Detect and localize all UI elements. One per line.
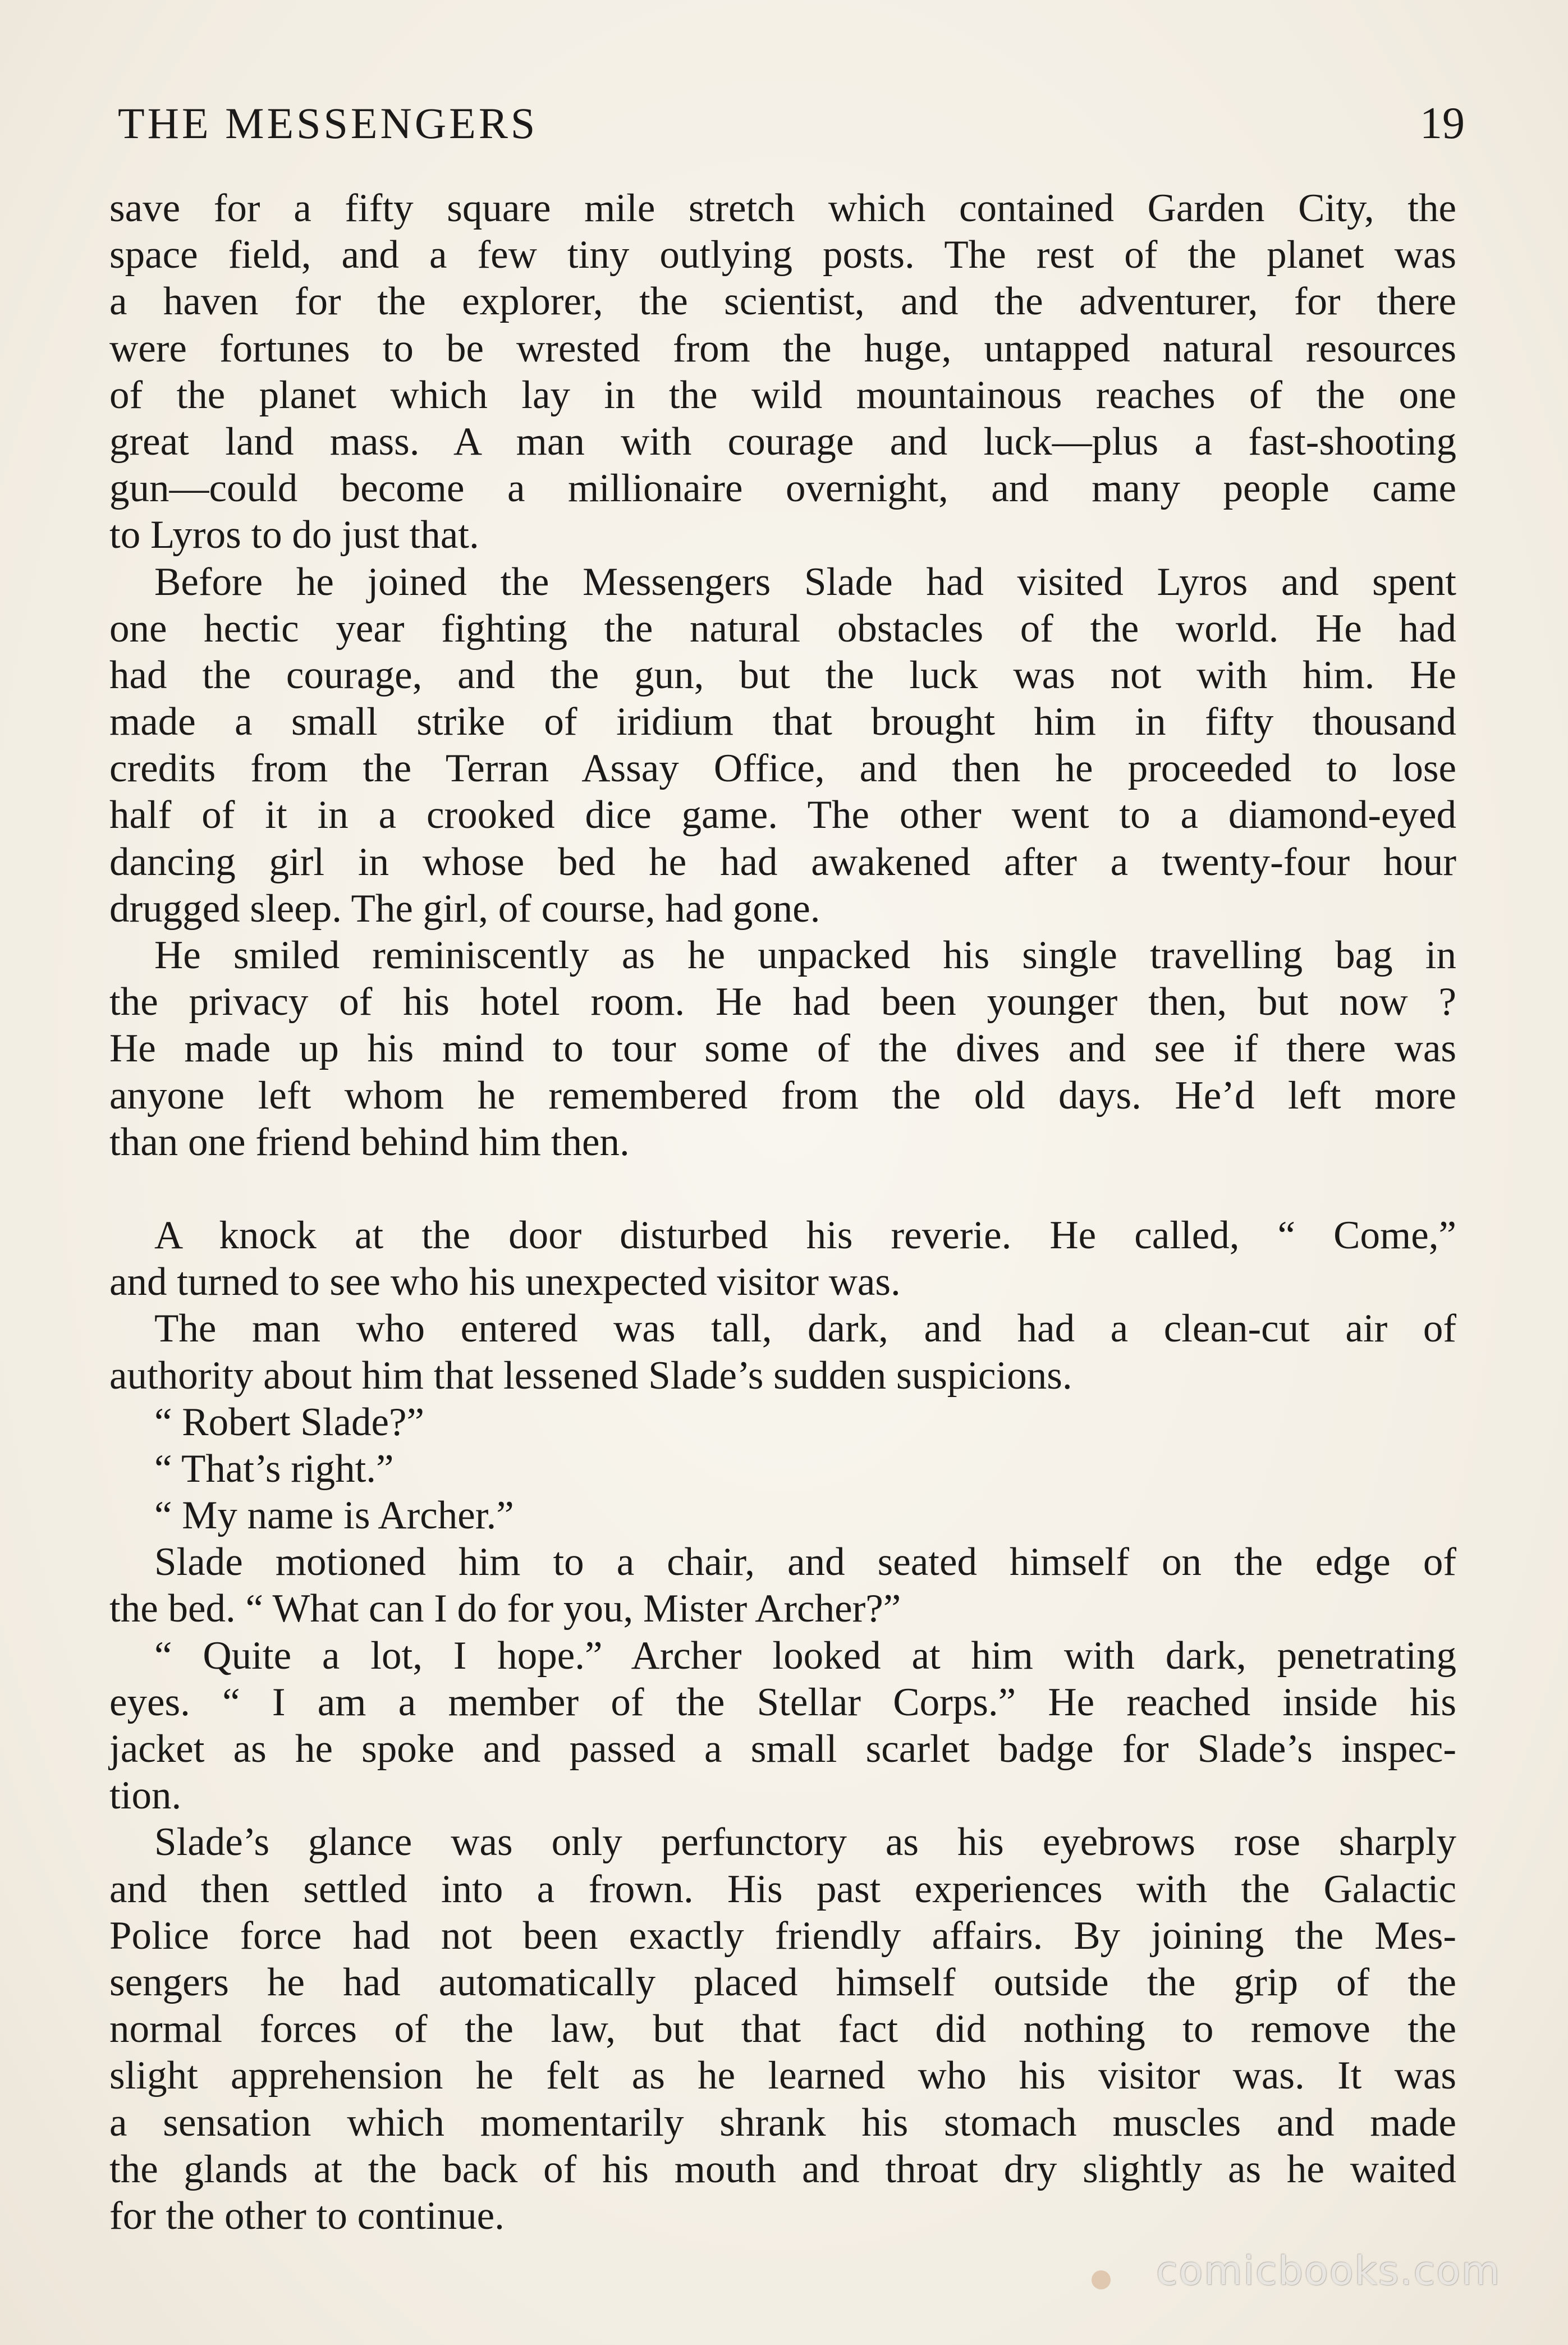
paragraph — [109, 559, 1456, 933]
text-line: half of it in a crooked dice game. The other went to a diamond-eyed — [109, 793, 1456, 837]
text-line: “ Quite a lot, I hope.” Archer looked at him with dark, penetrating — [154, 1633, 1456, 1678]
text-line: a haven for the explorer, the scientist, and the adventurer, for there — [109, 280, 1456, 324]
running-head — [118, 90, 1465, 157]
text-line: He smiled reminiscently as he unpacked his single travelling bag in — [154, 933, 1456, 977]
paragraph — [109, 1539, 1456, 1632]
body-text — [109, 185, 1456, 2239]
text-line: anyone left whom he remembered from the old days. He’d left more — [109, 1073, 1456, 1117]
text-line: Police force had not been exactly friendly affairs. By joining the Mes- — [109, 1913, 1456, 1958]
section-break — [109, 1166, 1456, 1212]
text-line: He made up his mind to tour some of the dives and see if there was — [109, 1027, 1456, 1071]
text-line: A knock at the door disturbed his reverie. He called, “ Come,” — [154, 1213, 1456, 1257]
text-line: for the other to continue. — [109, 2193, 505, 2238]
text-line: great land mass. A man with courage and luck—plus a fast-shooting — [109, 419, 1456, 464]
paragraph — [109, 1446, 1456, 1492]
paragraph — [109, 1633, 1456, 1820]
text-line: save for a fifty square mile stretch which contained Garden City, the — [109, 186, 1456, 230]
text-line: “ Robert Slade?” — [154, 1400, 425, 1444]
text-line: the privacy of his hotel room. He had been younger then, but now ? — [109, 980, 1456, 1024]
text-line: normal forces of the law, but that fact did nothing to remove the — [109, 2007, 1456, 2051]
text-line: drugged sleep. The girl, of course, had gone. — [109, 886, 820, 931]
text-line: jacket as he spoke and passed a small scarlet badge for Slade’s inspec- — [109, 1727, 1456, 1771]
text-line: made a small strike of iridium that brought him in fifty thousand — [109, 700, 1456, 744]
paragraph — [109, 1399, 1456, 1446]
text-line: sengers he had automatically placed himself outside the grip of the — [109, 1960, 1456, 2004]
text-line: to Lyros to do just that. — [109, 513, 479, 557]
text-line: The man who entered was tall, dark, and had a clean-cut air of — [154, 1307, 1456, 1351]
text-line: the bed. “ What can I do for you, Mister Archer?” — [109, 1587, 901, 1631]
text-line: than one friend behind him then. — [109, 1120, 630, 1164]
paragraph — [109, 1819, 1456, 2239]
text-line: Slade motioned him to a chair, and seated himself on the edge of — [154, 1540, 1456, 1584]
text-line: a sensation which momentarily shrank his stomach muscles and made — [109, 2100, 1456, 2145]
page-number: 19 — [1420, 99, 1465, 148]
paragraph — [109, 1306, 1456, 1399]
text-line: and then settled into a frown. His past experiences with the Galactic — [109, 1867, 1456, 1911]
running-head-title: THE MESSENGERS — [118, 99, 538, 148]
text-line: of the planet which lay in the wild mountainous reaches of the one — [109, 373, 1456, 417]
text-line: the glands at the back of his mouth and throat dry slightly as he waited — [109, 2147, 1456, 2191]
text-line: credits from the Terran Assay Office, and then he proceeded to lose — [109, 746, 1456, 791]
text-line: authority about him that lessened Slade’s sudden suspicions. — [109, 1353, 1072, 1398]
text-line: “ My name is Archer.” — [154, 1494, 514, 1538]
text-line: had the courage, and the gun, but the luck was not with him. He — [109, 653, 1456, 697]
paragraph — [109, 185, 1456, 559]
text-line: one hectic year fighting the natural obstacles of the world. He had — [109, 606, 1456, 651]
paragraph — [109, 1212, 1456, 1306]
text-line: gun—could become a millionaire overnight, and many people came — [109, 466, 1456, 511]
text-line: and turned to see who his unexpected visitor was. — [109, 1260, 901, 1304]
text-line: were fortunes to be wrested from the huge, untapped natural resources — [109, 326, 1456, 370]
text-line: slight apprehension he felt as he learned who his visitor was. It was — [109, 2054, 1456, 2098]
watermark-dot-icon — [1092, 2270, 1111, 2289]
text-line: Before he joined the Messengers Slade had visited Lyros and spent — [154, 560, 1456, 604]
text-line: eyes. “ I am a member of the Stellar Corps.” He reached inside his — [109, 1680, 1456, 1724]
text-line: “ That’s right.” — [154, 1446, 394, 1491]
text-line: Slade’s glance was only perfunctory as his eyebrows rose sharply — [154, 1820, 1456, 1865]
text-line: space field, and a few tiny outlying posts. The rest of the planet was — [109, 233, 1456, 277]
paragraph — [109, 1492, 1456, 1539]
text-line: tion. — [109, 1774, 182, 1818]
paragraph — [109, 932, 1456, 1166]
watermark: comicbooks.com — [1156, 2248, 1501, 2294]
text-line: dancing girl in whose bed he had awakened after a twenty-four hour — [109, 840, 1456, 884]
